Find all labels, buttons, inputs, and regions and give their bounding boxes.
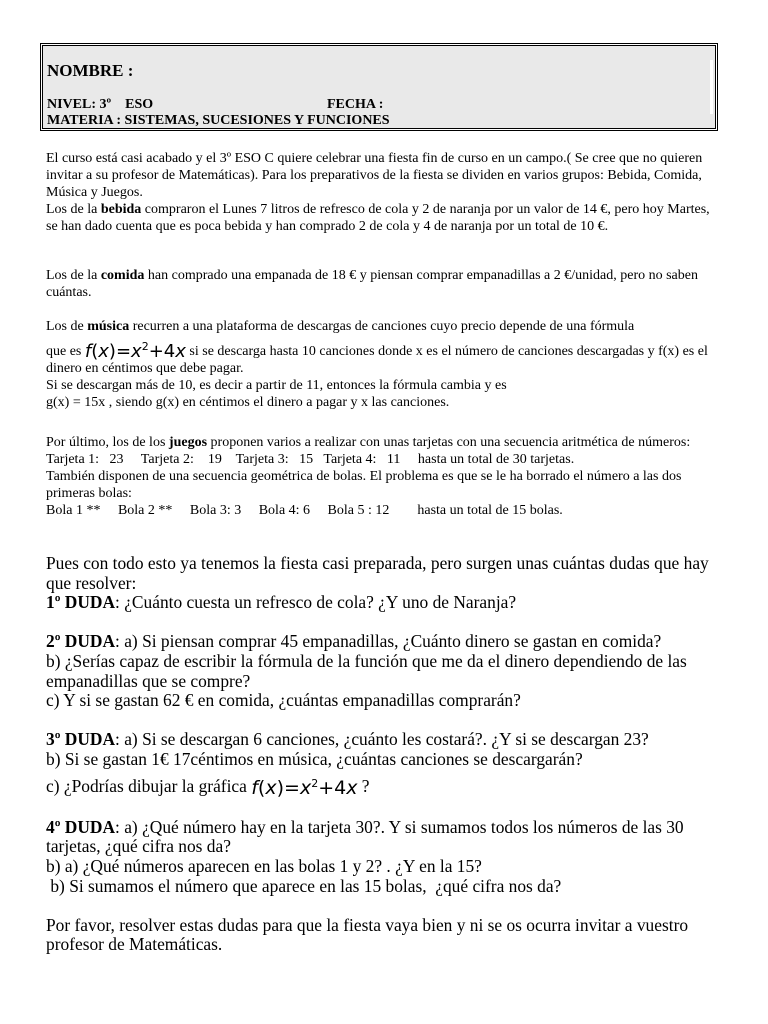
musica-line2: Si se descargan más de 10, es decir a partir de 11, entonces la fórmula cambia y es — [46, 378, 507, 393]
duda-4c: b) Si sumamos el número que aparece en las 15 bolas, ¿qué cifra nos da? — [46, 875, 562, 896]
formula2-x: x — [265, 776, 277, 799]
duda-2c: c) Y si se gastan 62 € en comida, ¿cuántas empanadillas comprarán? — [46, 690, 521, 711]
duda-2a-text: : a) Si piensan comprar 45 empanadillas, ¿Cuánto dinero se gastan en comida? — [115, 631, 662, 652]
que-es-text: que es — [46, 344, 85, 359]
formula-equals: = — [115, 341, 132, 362]
header-edge — [710, 60, 713, 114]
formula-plus: + — [148, 341, 164, 362]
duda-2b: b) ¿Serías capaz de escribir la fórmula de la función que me da el dinero dependiendo de las empanadillas que se compre? — [46, 650, 687, 691]
tarjetas-line: Tarjeta 1: 23 Tarjeta 2: 19 Tarjeta 3: 15 Tarjeta 4: 11 hasta un total de 30 tarjetas. — [46, 452, 575, 467]
header-box — [40, 43, 718, 131]
formula-x: x — [98, 341, 109, 362]
comida-text-a: Los de la — [46, 268, 101, 283]
formula2-exponent: 2 — [311, 776, 319, 790]
duda-4-label: 4º DUDA — [46, 816, 116, 837]
formula2-four: 4 — [334, 776, 347, 799]
formula2-paren-open: ( — [257, 776, 266, 799]
musica-text-a: Los de — [46, 319, 88, 334]
musica-formula — [85, 338, 186, 360]
duda-1 — [46, 593, 718, 613]
juegos-text-a: Por último, los de los — [46, 435, 169, 450]
nombre-label: NOMBRE : — [47, 61, 134, 80]
juegos-text-c: proponen varios a realizar con unas tarjetas con una secuencia aritmética de números: — [207, 435, 691, 450]
duda-4a — [46, 818, 718, 857]
formula-four: 4 — [163, 341, 176, 362]
duda-3c-text: c) ¿Podrías dibujar la gráfica — [46, 775, 252, 796]
duda-3-formula — [251, 774, 357, 799]
duda-3b: b) Si se gastan 1€ 17céntimos en música, ¿cuántas canciones se descargarán? — [46, 748, 583, 769]
nivel-label: NIVEL: 3º ESO — [47, 97, 154, 112]
formula2-x2: x — [299, 776, 312, 799]
musica-text-c: recurren a una plataforma de descargas de canciones cuyo precio depende de una fórmula — [129, 319, 635, 334]
musica-paragraph — [46, 318, 718, 335]
duda-2a — [46, 632, 718, 652]
duda-2-label: 2º DUDA — [46, 631, 116, 652]
bebida-bold: bebida — [100, 202, 142, 217]
duda-3a-text: : a) Si se descargan 6 canciones, ¿cuánto les costará?. ¿Y si se descargan 23? — [115, 729, 649, 750]
formula-paren-open: ( — [91, 341, 99, 362]
bebida-paragraph — [46, 201, 718, 235]
formula-x2: x — [131, 341, 142, 362]
musica-line3: g(x) = 15x , siendo g(x) en céntimos el dinero a pagar y x las canciones. — [46, 395, 450, 410]
bolas-line: Bola 1 ** Bola 2 ** Bola 3: 3 Bola 4: 6 Bola 5 : 12 hasta un total de 15 bolas. — [46, 503, 563, 518]
juegos-paragraph — [46, 434, 718, 451]
comida-section — [46, 267, 718, 301]
duda-3a — [46, 730, 718, 750]
juegos-section — [46, 434, 718, 519]
bebida-text-c: compraron el Lunes 7 litros de refresco de cola y 2 de naranja por un valor de 14 €, pero hoy Martes, se han dado cuenta que es poca bebida y han comprado 2 de cola y 4 de naranja por un total de 10 €. — [46, 202, 710, 234]
intro-section — [46, 150, 718, 235]
duda-3-label: 3º DUDA — [46, 729, 116, 750]
formula-exponent: 2 — [141, 340, 149, 353]
intro-paragraph: El curso está casi acabado y el 3º ESO C quiere celebrar una fiesta fin de curso en un campo.( Se cree que no quieren invitar a su profesor de Matemáticas). Para los preparativos de la fiesta se dividen en varios grupos: Bebida, Comida, Música y Juegos. — [46, 151, 703, 200]
musica-bold: música — [87, 319, 130, 334]
duda-3c-end: ? — [357, 775, 370, 796]
comida-bold: comida — [100, 268, 145, 283]
duda-3c — [46, 774, 718, 799]
comida-text-c: han comprado una empanada de 18 € y piensan comprar empanadillas a 2 €/unidad, pero no saben cuántas. — [46, 268, 698, 300]
formula-paren-close: ) — [108, 341, 116, 362]
duda-1-label: 1º DUDA — [46, 592, 116, 613]
formula2-paren-close: ) — [276, 776, 285, 799]
musica-after-formula: si se descarga hasta 10 canciones donde x es el número de canciones descargadas y f(x) es el dinero en céntimos que debe pagar. — [46, 344, 708, 376]
closing-paragraph: Por favor, resolver estas dudas para que la fiesta vaya bien y ni se os ocurra invitar a vuestro profesor de Matemáticas. — [46, 914, 689, 955]
juegos-bold: juegos — [168, 435, 208, 450]
musica-formula-line — [46, 338, 718, 377]
formula2-f: f — [251, 776, 258, 799]
duda-4b: b) a) ¿Qué números aparecen en las bolas 1 y 2? . ¿Y en la 15? — [46, 855, 482, 876]
musica-section — [46, 318, 718, 411]
formula2-x3: x — [346, 776, 358, 799]
formula-x3: x — [175, 341, 186, 362]
duda-4a-text: : a) ¿Qué número hay en la tarjeta 30?. Y si sumamos todos los números de las 30 tarjetas, ¿qué cifra nos da? — [46, 816, 684, 857]
formula-f: f — [84, 341, 92, 362]
bebida-text-a: Los de la — [46, 202, 101, 217]
dudas-intro: Pues con todo esto ya tenemos la fiesta casi preparada, pero surgen unas cuántas dudas que hay que resolver: — [46, 553, 709, 593]
formula2-plus: + — [318, 776, 335, 799]
formula2-equals: = — [284, 776, 300, 799]
dudas-section — [46, 554, 718, 955]
duda-1-text: : ¿Cuánto cuesta un refresco de cola? ¿Y uno de Naranja? — [115, 592, 517, 613]
bolas-intro: También disponen de una secuencia geométrica de bolas. El problema es que se le ha borrado el número a las dos primeras bolas: — [46, 469, 682, 501]
materia-label: MATERIA : SISTEMAS, SUCESIONES Y FUNCIONES — [47, 113, 390, 128]
comida-paragraph — [46, 267, 718, 301]
fecha-label: FECHA : — [327, 97, 384, 112]
